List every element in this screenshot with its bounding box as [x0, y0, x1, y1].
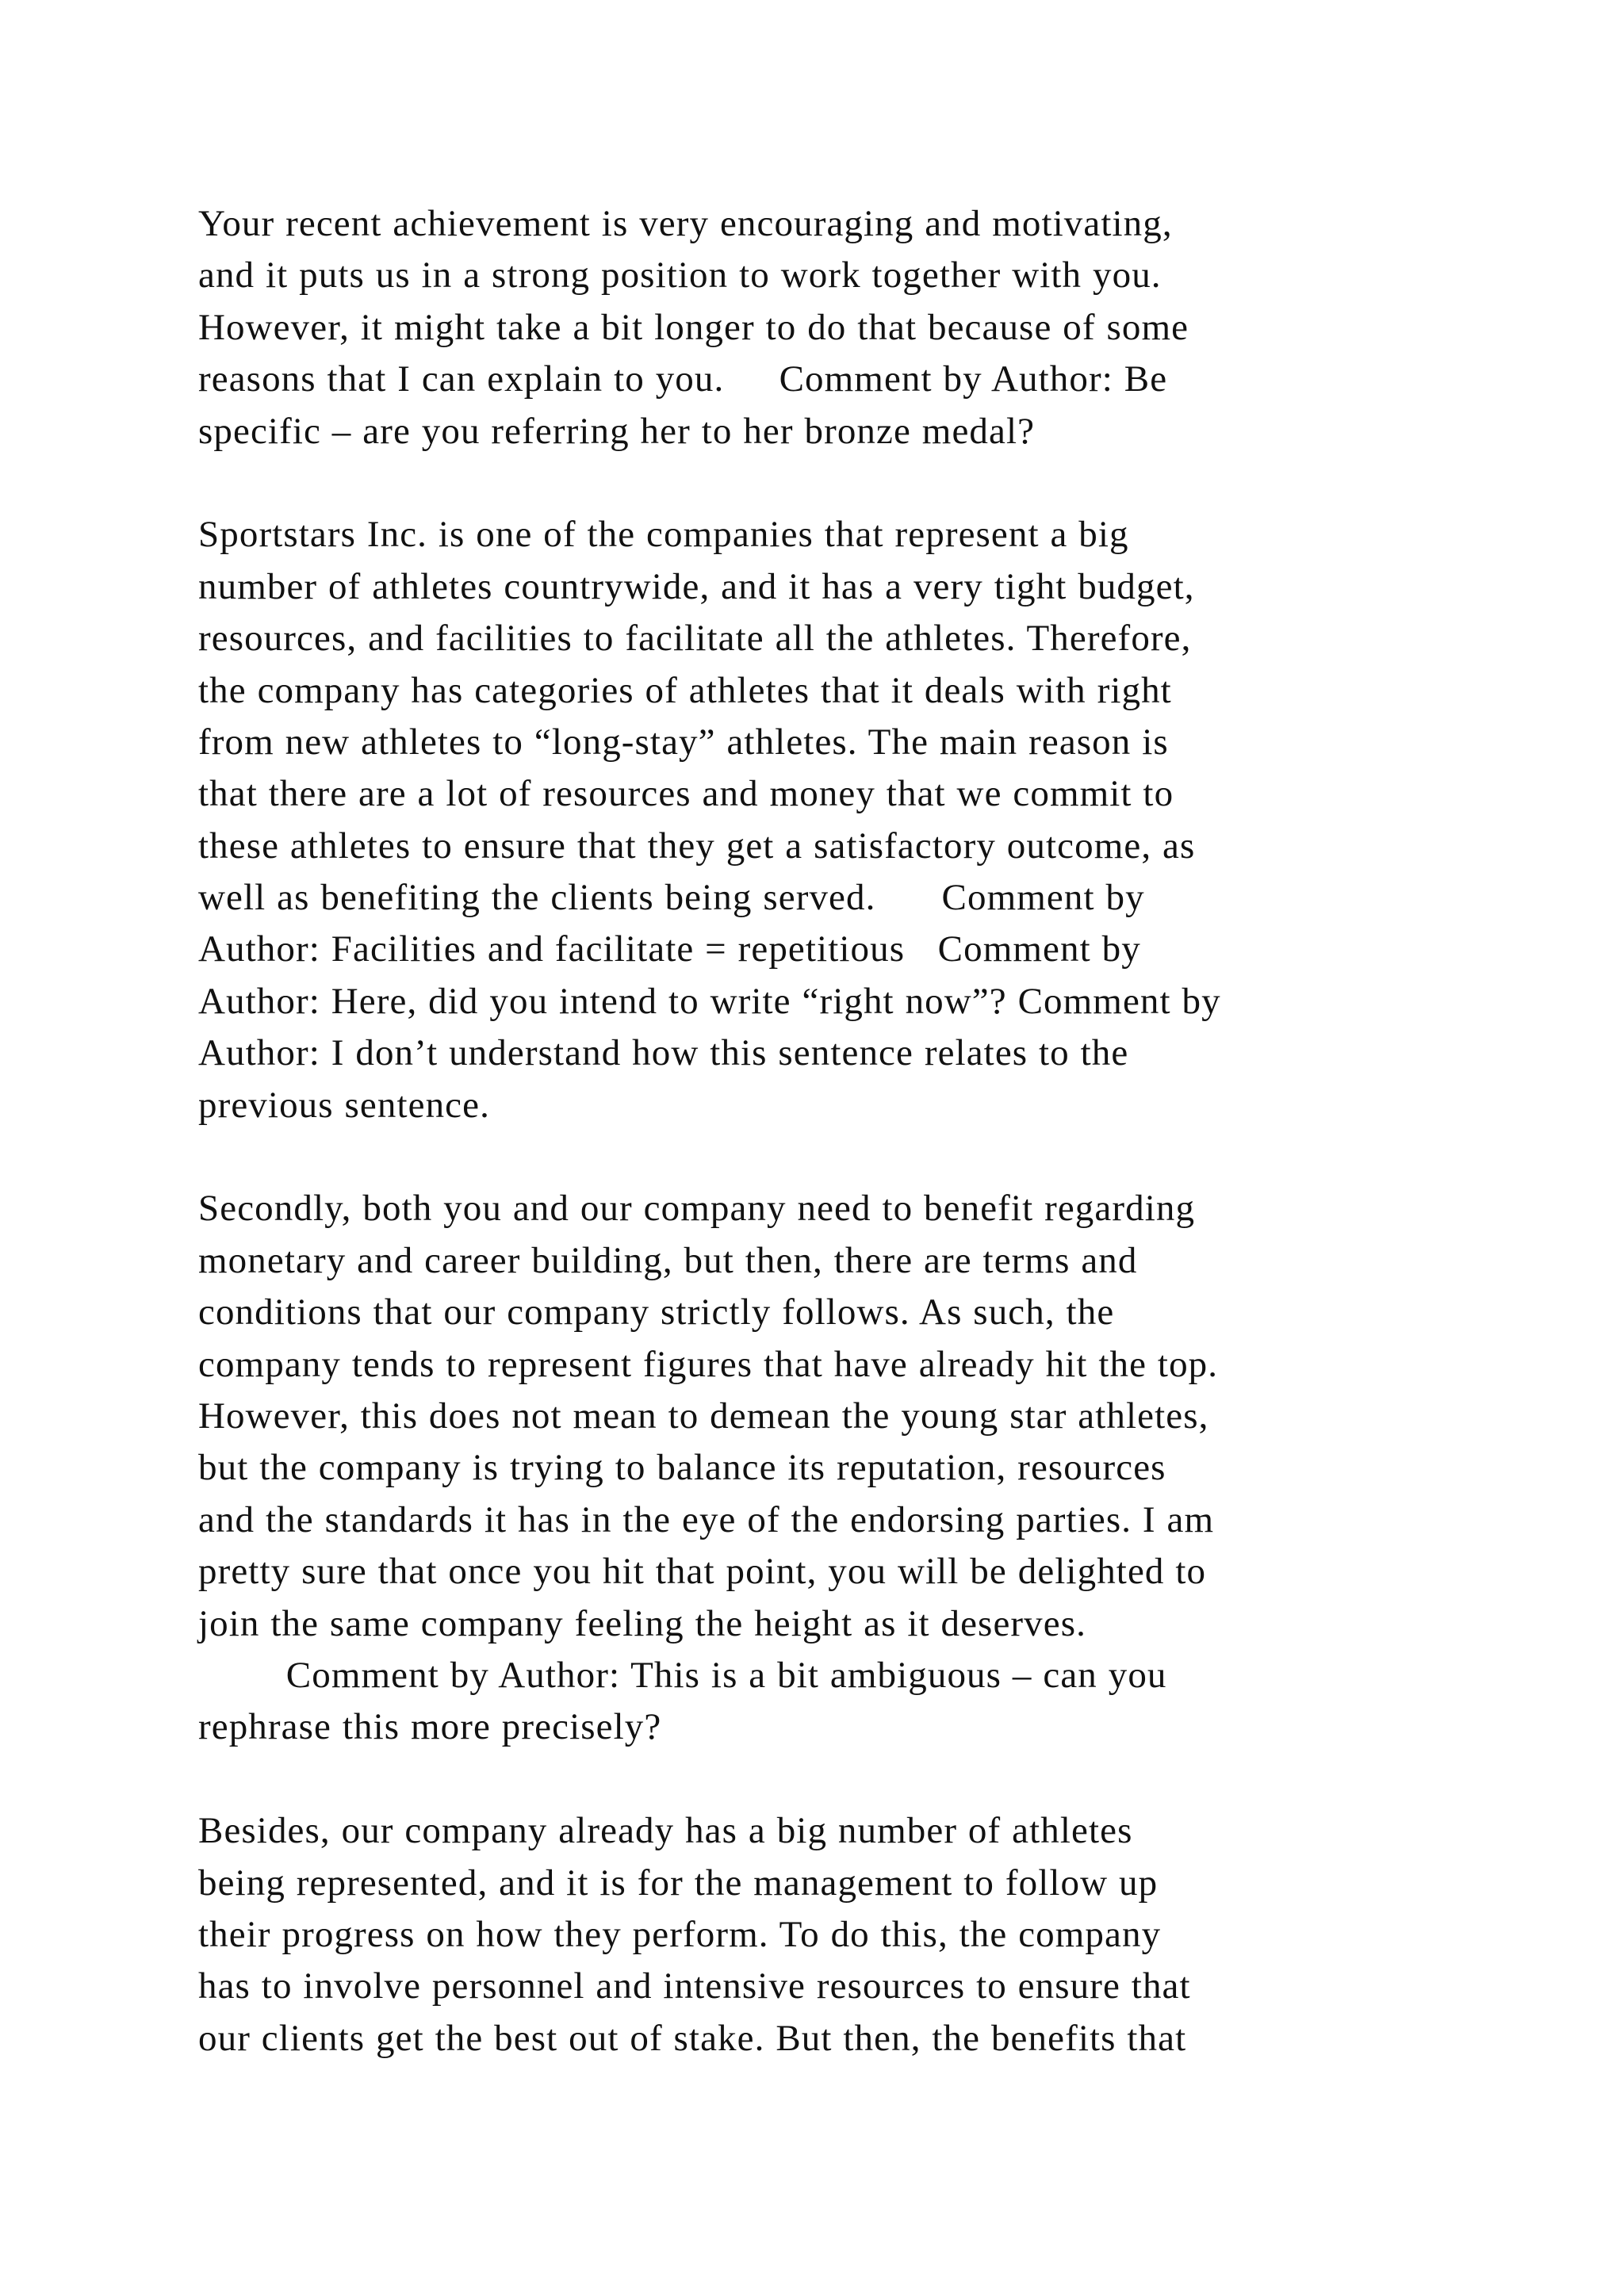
text-line: our clients get the best out of stake. But then, the benefits that: [198, 2017, 1187, 2059]
text-line: Secondly, both you and our company need to benefit regarding: [198, 1188, 1196, 1230]
text-line: Comment by Author: This is a bit ambiguous – can you: [198, 1654, 1167, 1696]
text-line: monetary and career building, but then, there are terms and: [198, 1239, 1138, 1281]
text-line: pretty sure that once you hit that point, you will be delighted to: [198, 1551, 1207, 1593]
text-line: Sportstars Inc. is one of the companies that represent a big: [198, 514, 1129, 556]
text-line: However, this does not mean to demean the young star athletes,: [198, 1395, 1209, 1437]
text-line: that there are a lot of resources and money that we commit to: [198, 773, 1174, 815]
text-line: company tends to represent figures that have already hit the top.: [198, 1343, 1219, 1385]
text-line: Besides, our company already has a big number of athletes: [198, 1810, 1133, 1852]
text-line: number of athletes countrywide, and it has a very tight budget,: [198, 565, 1195, 607]
text-line: reasons that I can explain to you. Comment by Author: Be: [198, 358, 1168, 400]
text-line: has to involve personnel and intensive resources to ensure that: [198, 1965, 1191, 2007]
text-line: conditions that our company strictly follows. As such, the: [198, 1292, 1115, 1334]
text-line: Your recent achievement is very encouraging and motivating,: [198, 203, 1173, 244]
text-line: their progress on how they perform. To do this, the company: [198, 1913, 1162, 1955]
text-line: Author: Here, did you intend to write “right now”? Comment by: [198, 980, 1221, 1022]
text-line: Author: Facilities and facilitate = repetitious Comment by: [198, 928, 1141, 970]
text-line: rephrase this more precisely?: [198, 1706, 662, 1748]
text-line: and it puts us in a strong position to work together with you.: [198, 254, 1162, 297]
blank-line: [198, 1754, 1435, 1805]
text-line: join the same company feeling the height as it deserves.: [198, 1602, 1086, 1644]
text-line: well as benefiting the clients being served. Comment by: [198, 877, 1145, 919]
text-line: and the standards it has in the eye of the endorsing parties. I am: [198, 1498, 1215, 1540]
text-line: However, it might take a bit longer to do that because of some: [198, 306, 1189, 348]
blank-line: [198, 1131, 1435, 1183]
text-line: being represented, and it is for the management to follow up: [198, 1862, 1159, 1904]
text-line: the company has categories of athletes that it deals with right: [198, 669, 1172, 711]
document-body: [198, 198, 1435, 2064]
text-line: Author: I don’t understand how this sentence relates to the: [198, 1032, 1129, 1074]
text-line: from new athletes to “long-stay” athletes. The main reason is: [198, 721, 1169, 763]
text-line: specific – are you referring her to her bronze medal?: [198, 410, 1036, 452]
blank-line: [198, 457, 1435, 509]
text-line: these athletes to ensure that they get a satisfactory outcome, as: [198, 825, 1196, 867]
text-line: resources, and facilities to facilitate all the athletes. Therefore,: [198, 618, 1192, 660]
text-line: previous sentence.: [198, 1084, 490, 1126]
text-line: but the company is trying to balance its reputation, resources: [198, 1447, 1166, 1489]
